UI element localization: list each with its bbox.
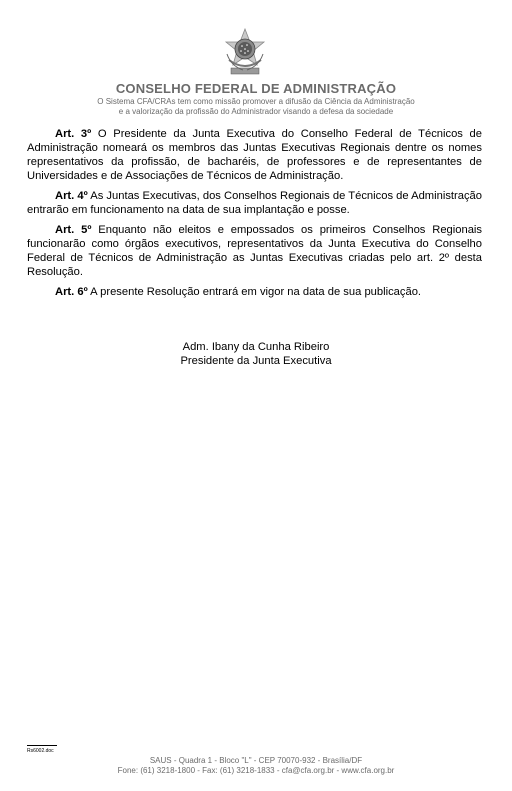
mission-line-1: O Sistema CFA/CRAs tem como missão promover a difusão da Ciência da Administração (97, 97, 415, 106)
footer-contact: Fone: (61) 3218-1800 - Fax: (61) 3218-1833 - cfa@cfa.org.br - www.cfa.org.br (117, 766, 395, 775)
article-4 (27, 189, 482, 217)
signature-block (0, 340, 512, 368)
mission-statement (0, 97, 512, 117)
article-text: O Presidente da Junta Executiva do Conselho Federal de Técnicos de Administração nomeará os membros das Juntas Executivas Regionais dentre os nomes representativos da profissão, de bacharéis, de professores e de representantes de Universidades e de Associações de Técnicos de Administração. (27, 128, 482, 182)
article-text: Enquanto não eleitos e empossados os primeiros Conselhos Regionais funcionarão como órgãos executivos, representativos da Junta Executiva do Conselho Federal de Técnicos de Administração as Juntas Executivas criadas pelo art. 2º desta Resolução. (27, 224, 482, 278)
article-label: Art. 4º (55, 190, 88, 202)
organization-name: CONSELHO FEDERAL DE ADMINISTRAÇÃO (115, 81, 397, 96)
article-label: Art. 3º (55, 128, 92, 140)
article-6 (27, 285, 482, 299)
page-footer (0, 756, 512, 776)
article-label: Art. 6º (55, 286, 88, 298)
footnote-rule (27, 745, 57, 746)
mission-line-2: e a valorização da profissão do Administrador visando a defesa da sociedade (118, 107, 394, 116)
article-label: Art. 5º (55, 224, 92, 236)
signatory-title: Presidente da Junta Executiva (180, 355, 332, 367)
file-reference (27, 745, 57, 754)
footer-address: SAUS - Quadra 1 - Bloco "L" - CEP 70070-932 - Brasília/DF (149, 756, 363, 765)
signatory-name: Adm. Ibany da Cunha Ribeiro (182, 341, 330, 353)
coat-of-arms-emblem (221, 28, 269, 78)
file-name: Rs6002.doc (27, 748, 54, 754)
resolution-body (27, 127, 482, 305)
article-3 (27, 127, 482, 183)
article-text: A presente Resolução entrará em vigor na data de sua publicação. (87, 286, 422, 298)
article-text: As Juntas Executivas, dos Conselhos Regionais de Técnicos de Administração entrarão em funcionamento na data de sua implantação e posse. (27, 190, 483, 216)
article-5 (27, 223, 482, 279)
